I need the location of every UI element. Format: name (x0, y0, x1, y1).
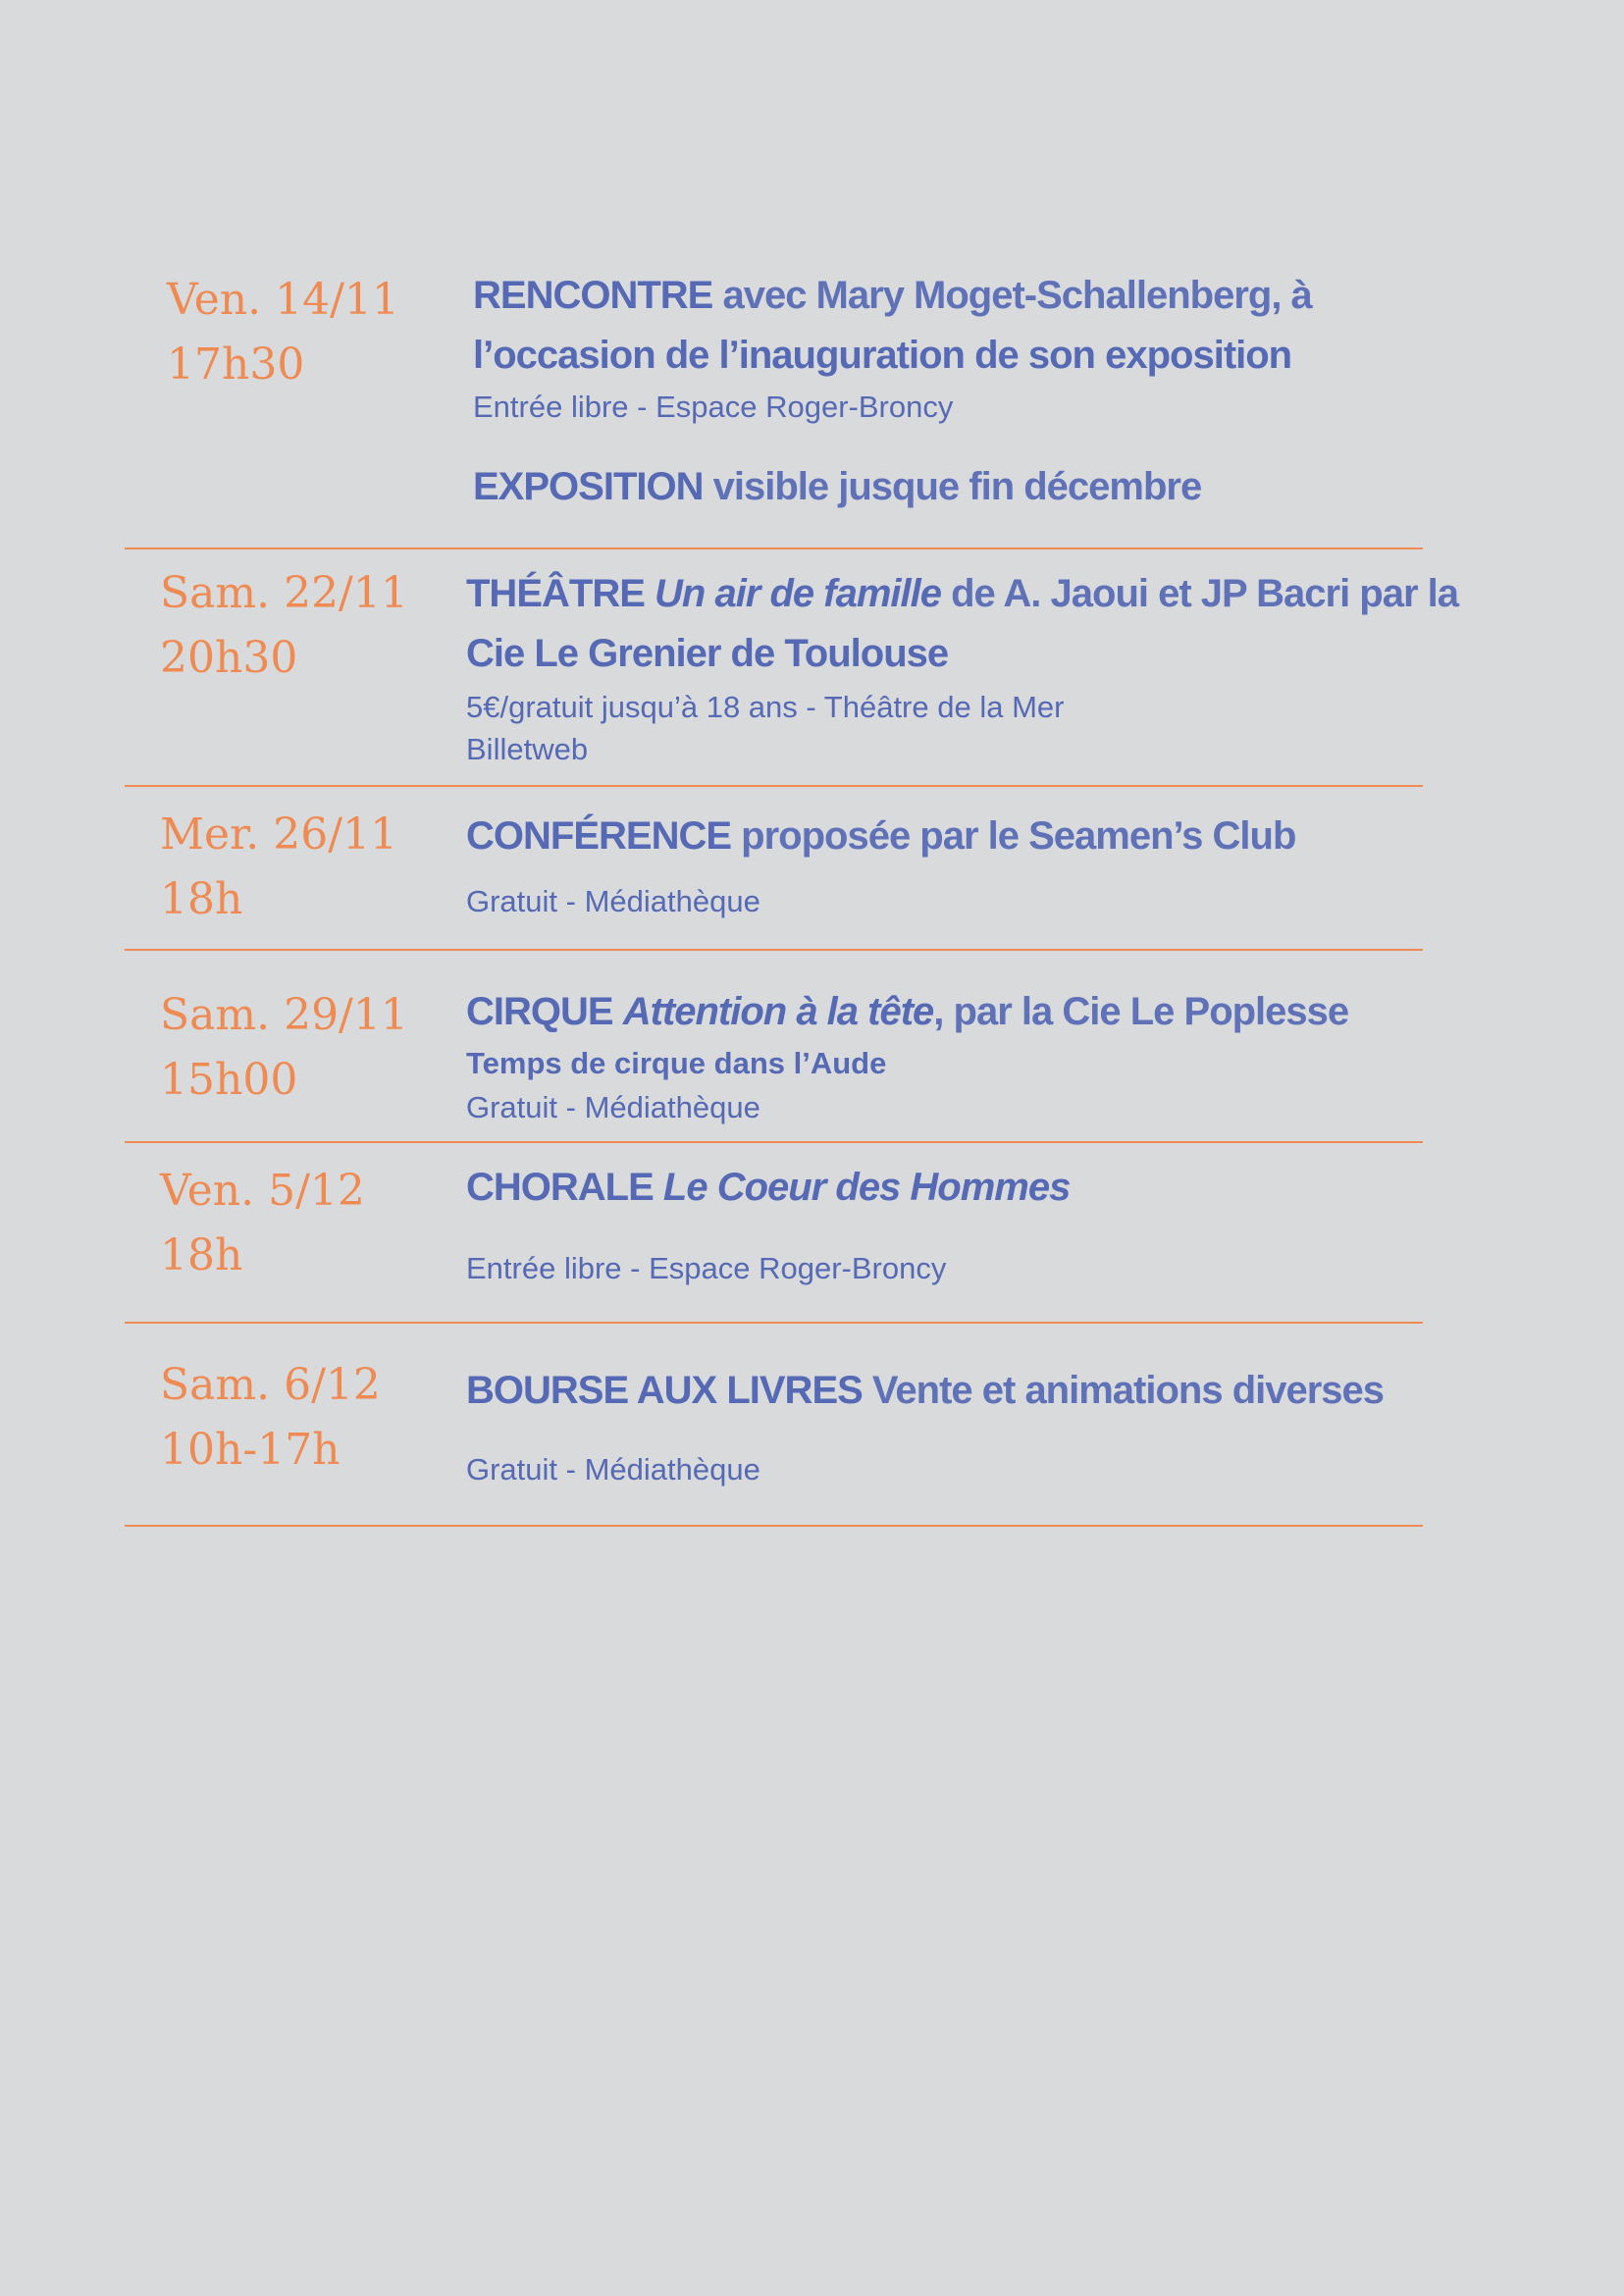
event-info: Entrée libre - Espace Roger-Broncy (466, 1251, 947, 1285)
event-title: CIRQUE Attention à la tête, par la Cie Le Poplesse (466, 990, 1349, 1033)
event-category: CONFÉRENCE (466, 814, 732, 858)
separator-line (125, 1322, 1423, 1324)
event-day: Mer. 26/11 (160, 809, 398, 860)
event-day: Ven. 5/12 (160, 1166, 365, 1216)
event-day: Sam. 22/11 (160, 568, 408, 618)
event-title: BOURSE AUX LIVRES Vente et animations diverses (466, 1369, 1385, 1412)
event-date (160, 561, 454, 691)
event-extra-category: EXPOSITION (473, 465, 704, 508)
event-date (160, 983, 454, 1113)
event-title: THÉÂTRE Un air de famille de A. Jaoui et JP Bacri par la (466, 572, 1459, 615)
separator-line (125, 548, 1423, 549)
separator-line (125, 1525, 1423, 1527)
event-info: Gratuit - Médiathèque (466, 1090, 760, 1124)
event-info: Gratuit - Médiathèque (466, 1452, 760, 1487)
event-work-title: Un air de famille (655, 572, 941, 615)
event-date (167, 268, 461, 397)
event-title: CONFÉRENCE proposée par le Seamen’s Club (466, 814, 1296, 858)
event-content (466, 982, 1545, 1128)
event-work-title: Le Coeur des Hommes (662, 1166, 1071, 1209)
event-category: CIRQUE (466, 990, 613, 1033)
event-info: 5€/gratuit jusqu’à 18 ans - Théâtre de la Mer (466, 690, 1065, 724)
event-work-title: Attention à la tête (622, 990, 934, 1033)
separator-line (125, 785, 1423, 787)
event-date (160, 1159, 454, 1288)
event-ticketing: Billetweb (466, 732, 589, 766)
event-time: 18h (160, 874, 243, 924)
event-date (160, 803, 454, 932)
event-content (466, 1158, 1545, 1289)
event-category: RENCONTRE (473, 274, 713, 317)
event-content (466, 807, 1545, 922)
event-time: 20h30 (160, 633, 298, 683)
event-time: 15h00 (160, 1055, 298, 1105)
event-time: 17h30 (167, 339, 305, 390)
event-category: CHORALE (466, 1166, 654, 1209)
event-day: Ven. 14/11 (167, 275, 399, 325)
separator-line (125, 1141, 1423, 1143)
event-content (473, 266, 1552, 517)
event-title: RENCONTRE avec Mary Moget-Schallenberg, à (473, 274, 1312, 317)
event-subtitle: Temps de cirque dans l’Aude (466, 1046, 887, 1080)
event-time: 10h-17h (160, 1425, 341, 1475)
event-info: Gratuit - Médiathèque (466, 884, 760, 918)
event-content (466, 564, 1545, 770)
event-title-line2: Cie Le Grenier de Toulouse (466, 632, 949, 675)
event-time: 18h (160, 1230, 243, 1280)
event-title (466, 1158, 1545, 1218)
event-info: Entrée libre - Espace Roger-Broncy (473, 390, 954, 424)
event-category: BOURSE AUX LIVRES (466, 1369, 863, 1412)
separator-line (125, 949, 1423, 951)
event-date (160, 1353, 454, 1483)
event-category: THÉÂTRE (466, 572, 645, 615)
event-extra: EXPOSITION visible jusque fin décembre (473, 465, 1202, 508)
event-day: Sam. 29/11 (160, 990, 408, 1040)
event-content (466, 1361, 1545, 1490)
event-title-line2: l’occasion de l’inauguration de son exposition (473, 334, 1292, 377)
event-day: Sam. 6/12 (160, 1360, 381, 1410)
